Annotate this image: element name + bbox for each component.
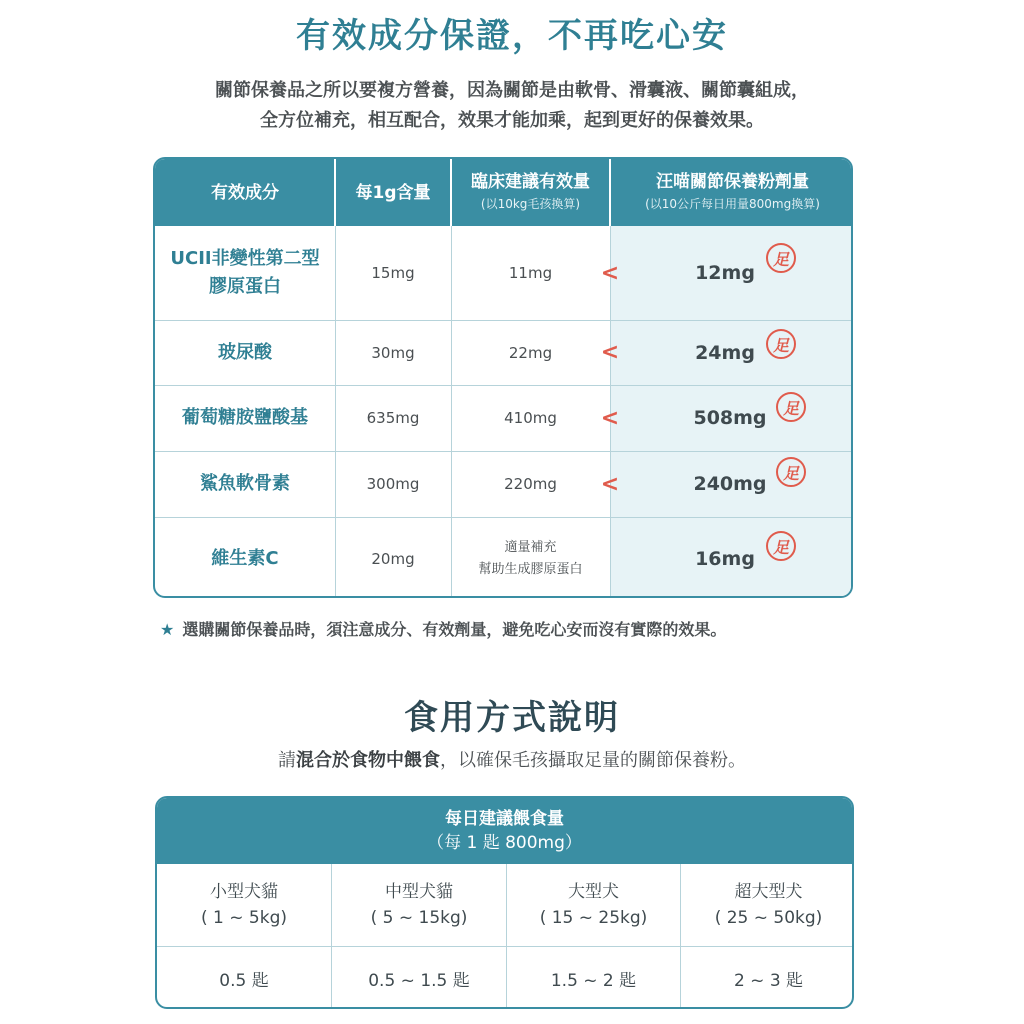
header-ingredient: 有效成分 xyxy=(211,182,279,203)
less-than-sign: < xyxy=(600,471,620,497)
clinical-value: 220mg xyxy=(504,475,557,493)
size-label: 小型犬貓 xyxy=(210,882,278,902)
feeding-header-sub: （每 1 匙 800mg） xyxy=(427,833,582,853)
feeding-header xyxy=(157,798,852,864)
intro-text xyxy=(0,76,1024,136)
per-gram-value: 20mg xyxy=(371,549,415,568)
product-dose: 16mg xyxy=(695,547,755,570)
table-row-ingredient: 鯊魚軟骨素 xyxy=(200,473,290,494)
header-clinical-sub: (以10kg毛孩換算) xyxy=(480,196,581,211)
amount-xlarge: 2 ~ 3 匙 xyxy=(733,970,804,991)
table-row-ingredient: 玻尿酸 xyxy=(218,341,272,363)
weight-range: ( 25 ~ 50kg) xyxy=(714,908,823,928)
amount-large: 1.5 ~ 2 匙 xyxy=(550,970,637,991)
weight-range: ( 1 ~ 5kg) xyxy=(201,908,287,928)
section-title-ingredients: 有效成分保證，不再吃心安 xyxy=(296,16,728,56)
size-small xyxy=(157,864,331,946)
clinical-value: 410mg xyxy=(504,409,557,427)
less-than-sign: < xyxy=(600,405,620,431)
sufficient-stamp-icon: 足 xyxy=(766,329,796,359)
per-gram-value: 15mg xyxy=(371,264,415,282)
less-than-sign: < xyxy=(600,260,620,286)
weight-range: ( 15 ~ 25kg) xyxy=(539,908,648,928)
product-dose: 12mg xyxy=(695,262,755,284)
intro-line-2: 全方位補充，相互配合，效果才能加乘，起到更好的保養效果。 xyxy=(260,110,764,131)
clinical-note-line2: 幫助生成膠原蛋白 xyxy=(478,561,583,577)
selection-note xyxy=(160,617,726,640)
header-product-sub: (以10公斤每日用量800mg換算) xyxy=(645,196,820,211)
clinical-note xyxy=(451,517,610,598)
feeding-table xyxy=(155,796,854,1009)
section-title-usage: 食用方式說明 xyxy=(404,698,620,738)
intro-line-1: 關節保養品之所以要複方營養，因為關節是由軟骨、滑囊液、關節囊組成， xyxy=(215,80,809,101)
clinical-note-line1: 適量補充 xyxy=(504,539,557,555)
table-row-ingredient xyxy=(155,226,335,320)
header-clinical xyxy=(451,159,610,226)
usage-post: ，以確保毛孩攝取足量的關節保養粉。 xyxy=(440,750,746,771)
usage-bold: 混合於食物中餵食 xyxy=(296,750,440,771)
weight-range: ( 5 ~ 15kg) xyxy=(370,908,468,928)
size-xlarge xyxy=(681,864,854,946)
star-icon: ★ xyxy=(160,620,175,639)
table-row-ingredient: 葡萄糖胺鹽酸基 xyxy=(182,407,308,428)
clinical-value: 11mg xyxy=(508,264,553,282)
per-gram-value: 300mg xyxy=(366,475,420,493)
header-clinical-label: 臨床建議有效量 xyxy=(471,171,590,192)
product-dose: 24mg xyxy=(695,341,755,364)
header-product-label: 汪喵關節保養粉劑量 xyxy=(656,171,809,192)
note-text: 選購關節保養品時，須注意成分、有效劑量，避免吃心安而沒有實際的效果。 xyxy=(182,620,727,639)
feeding-header-label: 每日建議餵食量 xyxy=(445,809,564,829)
size-medium xyxy=(332,864,506,946)
size-label: 超大型犬 xyxy=(734,882,803,902)
less-than-sign: < xyxy=(600,340,620,365)
product-dose: 240mg xyxy=(693,473,767,495)
ingredient-name-line2: 膠原蛋白 xyxy=(209,276,281,297)
size-large xyxy=(507,864,680,946)
clinical-value: 22mg xyxy=(508,343,553,362)
usage-instruction xyxy=(0,746,1024,772)
ingredient-name-line1: UCII非變性第二型 xyxy=(170,248,320,269)
size-label: 大型犬 xyxy=(568,882,619,902)
sufficient-stamp-icon: 足 xyxy=(776,392,806,422)
usage-pre: 請 xyxy=(278,750,296,771)
amount-medium: 0.5 ~ 1.5 匙 xyxy=(368,970,470,991)
per-gram-value: 635mg xyxy=(366,409,420,427)
table-row-ingredient: 維生素C xyxy=(211,547,279,569)
sufficient-stamp-icon: 足 xyxy=(766,243,796,273)
sufficient-stamp-icon: 足 xyxy=(776,457,806,487)
per-gram-value: 30mg xyxy=(371,343,415,362)
product-dose: 508mg xyxy=(693,407,767,429)
size-label: 中型犬貓 xyxy=(385,882,453,902)
amount-small: 0.5 匙 xyxy=(219,970,269,991)
ingredients-table xyxy=(153,157,853,598)
header-product-dose xyxy=(610,159,853,226)
header-per-gram: 每1g含量 xyxy=(355,182,431,203)
sufficient-stamp-icon: 足 xyxy=(766,531,796,561)
